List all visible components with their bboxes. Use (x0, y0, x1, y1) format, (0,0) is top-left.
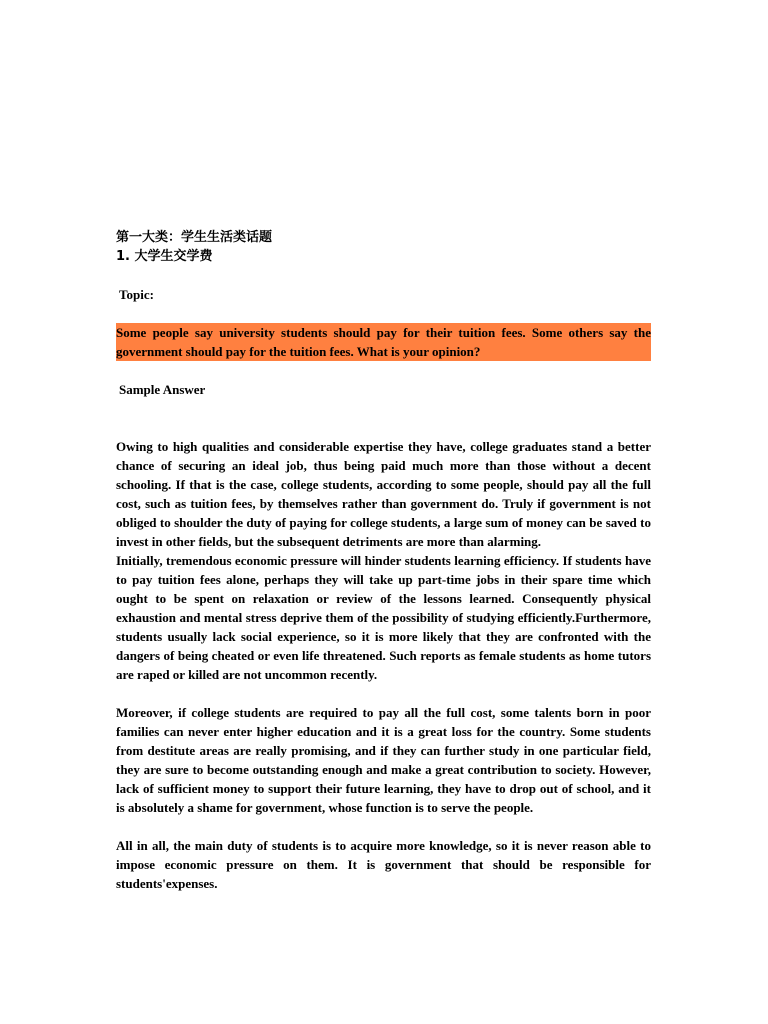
answer-paragraph-2: Initially, tremendous economic pressure will hinder students learning efficiency. If students have to pay tuition fees alone, perhaps they will take up part-time jobs in their spare time which ought to be spent on relaxation or review of the lessons learned. Consequently physical exhaustion and mental stress deprive them of the possibility of studying efficiently.Furthermore, students usually lack social experience, so it is more likely that they are confronted with the dangers of being cheated or even life threatened. Such reports as female students as home tutors are raped or killed are not uncommon recently. (116, 553, 651, 682)
spacer (116, 684, 651, 703)
spacer (116, 304, 651, 323)
topic-label: Topic: (119, 287, 154, 302)
spacer (116, 266, 651, 285)
answer-paragraph-3: Moreover, if college students are required to pay all the full cost, some talents born in poor families can never enter higher education and it is a great loss for the country. Some students from destitute areas are really promising, and if they can further study in one particular field, they are sure to become outstanding enough and make a great contribution to society. However, lack of sufficient money to support their future learning, they have to drop out of school, and it is absolutely a shame for government, whose function is to serve the people. (116, 705, 651, 815)
topic-subheading: 1. 大学生交学费 (116, 249, 213, 264)
sample-answer-label: Sample Answer (119, 382, 206, 397)
spacer (116, 361, 651, 380)
spacer (116, 817, 651, 836)
spacer (116, 399, 651, 437)
category-heading: 第一大类：学生生活类话题 (116, 230, 273, 245)
answer-paragraph-1: Owing to high qualities and considerable expertise they have, college graduates stand a better chance of securing an ideal job, thus being paid much more than those without a decent schooling. If that is the case, college students, according to some people, should pay all the full cost, such as tuition fees, by themselves rather than government do. Truly if government is not obliged to shoulder the duty of paying for college students, a large sum of money can be saved to invest in other fields, but the subsequent detriments are more than alarming. (116, 439, 651, 549)
answer-paragraph-4: All in all, the main duty of students is to acquire more knowledge, so it is never reason able to impose economic pressure on them. It is government that should be responsible for students'expenses. (116, 838, 651, 891)
topic-highlight-text: Some people say university students should pay for their tuition fees. Some others say the government should pay for the tuition fees. What is your opinion? (116, 325, 651, 359)
document-page (116, 228, 651, 893)
